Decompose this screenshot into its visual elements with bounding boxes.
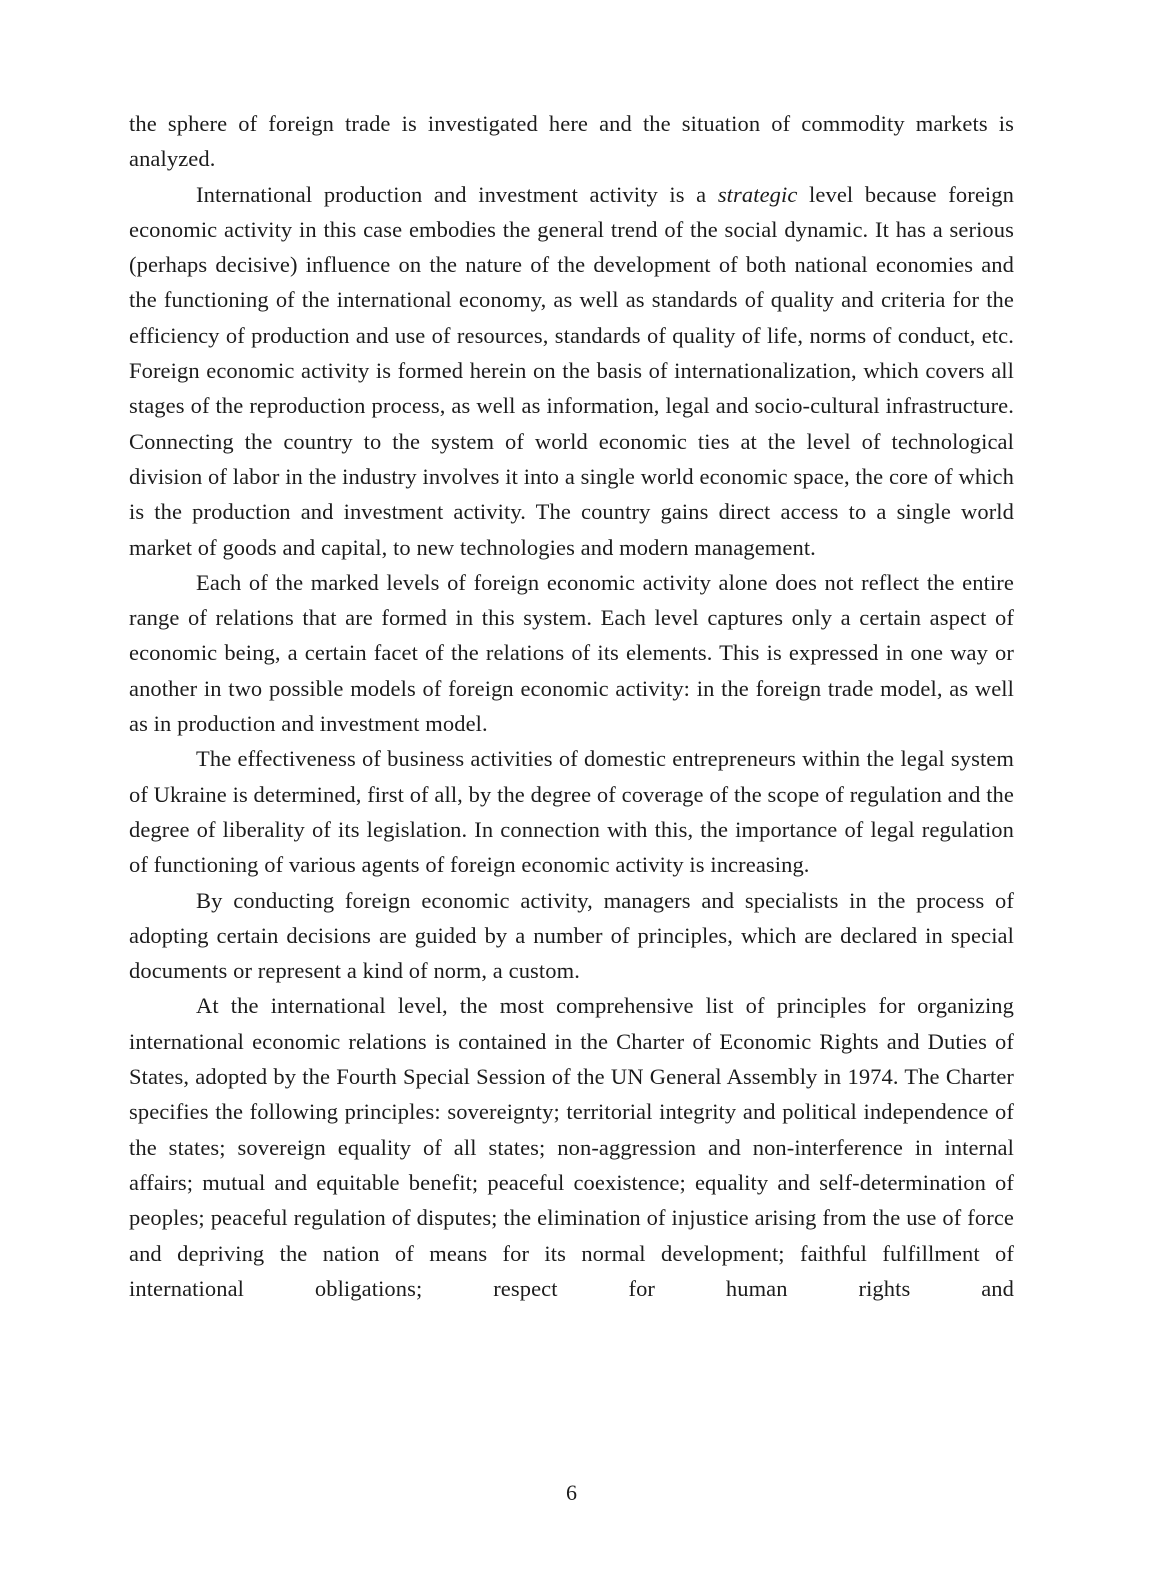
text-run: level because foreign economic activity in this case embodies the general trend of the social dynamic. It has a serious (perhaps decisive) influence on the nature of the development of both national economies and the functioning of the international economy, as well as standards of quality and criteria for the efficiency of production and use of resources, standards of quality of life, norms of conduct, etc. Foreign economic activity is formed herein on the basis of internationalization, which covers all stages of the reproduction process, as well as information, legal and socio-cultural infrastructure. Connecting the country to the system of world economic ties at the level of technological division of labor in the industry involves it into a single world economic space, the core of which is the production and investment activity. The country gains direct access to a single world market of goods and capital, to new technologies and modern management. <box>129 181 1014 560</box>
paragraph <box>129 177 1014 565</box>
text-run: By conducting foreign economic activity, managers and specialists in the process of adopting certain decisions are guided by a number of principles, which are declared in special documents or represent a kind of norm, a custom. <box>129 887 1014 984</box>
text-run: Each of the marked levels of foreign economic activity alone does not reflect the entire range of relations that are formed in this system. Each level captures only a certain aspect of economic being, a certain facet of the relations of its elements. This is expressed in one way or another in two possible models of foreign economic activity: in the foreign trade model, as well as in production and investment model. <box>129 569 1014 737</box>
text-run: At the international level, the most comprehensive list of principles for organizing international economic relations is contained in the Charter of Economic Rights and Duties of States, adopted by the Fourth Special Session of the UN General Assembly in 1974. The Charter specifies the following principles: sovereignty; territorial integrity and political independence of the states; sovereign equality of all states; non-aggression and non-interference in internal affairs; mutual and equitable benefit; peaceful coexistence; equality and self-determination of peoples; peaceful regulation of disputes; the elimination of injustice arising from the use of force and depriving the nation of means for its normal development; faithful fulfillment of international obligations; respect for human rights and <box>129 993 1014 1301</box>
paragraph <box>129 741 1014 882</box>
text-run: the sphere of foreign trade is investigated here and the situation of commodity markets is analyzed. <box>129 111 1014 172</box>
paragraph <box>129 988 1014 1306</box>
text-run: International production and investment activity is a <box>196 181 718 207</box>
paragraph <box>129 106 1014 177</box>
paragraph <box>129 565 1014 741</box>
text-block <box>129 106 1014 1306</box>
text-run: The effectiveness of business activities of domestic entrepreneurs within the legal system of Ukraine is determined, first of all, by the degree of coverage of the scope of regulation and the degree of liberality of its legislation. In connection with this, the importance of legal regulation of functioning of various agents of foreign economic activity is increasing. <box>129 746 1014 878</box>
paragraph <box>129 883 1014 989</box>
page-number: 6 <box>566 1480 577 1505</box>
italic-text-run: strategic <box>717 181 798 207</box>
